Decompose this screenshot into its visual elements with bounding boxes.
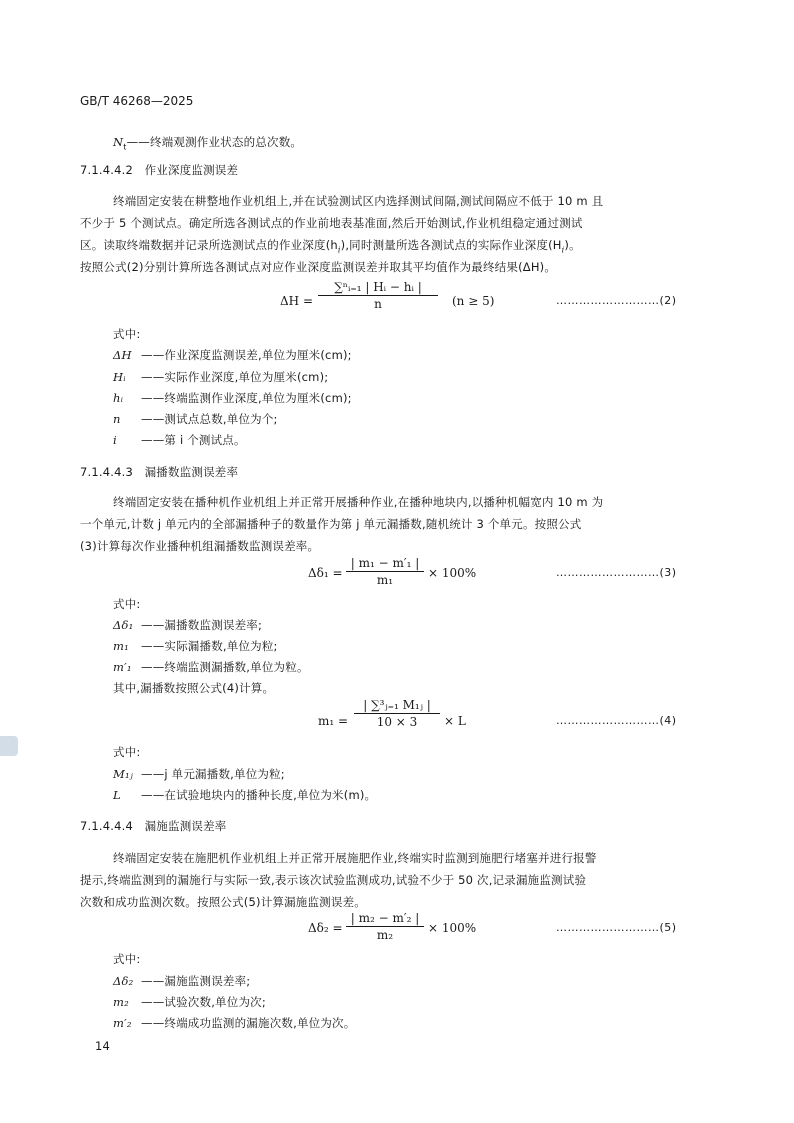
formula-4-lhs: m₁ = bbox=[318, 714, 349, 728]
where-label: 式中: bbox=[113, 597, 141, 611]
formula-3-lhs: Δδ₁ = bbox=[308, 566, 343, 580]
formula-3-number: ………………………(3) bbox=[556, 566, 677, 579]
standard-header: GB/T 46268—2025 bbox=[80, 94, 194, 108]
paragraph-line: 终端固定安装在耕整地作业机组上,并在试验测试区内选择测试间隔,测试间隔应不低于 10 m 且 bbox=[113, 194, 604, 208]
formula-5-number: ………………………(5) bbox=[556, 921, 677, 934]
definition-row: m₂ ——试验次数,单位为次; bbox=[113, 995, 266, 1009]
definition-row: m′₂ ——终端成功监测的漏施次数,单位为次。 bbox=[113, 1016, 356, 1030]
definition-row: hᵢ ——终端监测作业深度,单位为厘米(cm); bbox=[113, 391, 352, 405]
formula-2-condition: (n ≥ 5) bbox=[452, 294, 495, 308]
formula-2-lhs: ΔH = bbox=[280, 294, 313, 308]
formula-4-denominator: 10 × 3 bbox=[376, 715, 418, 729]
formula-5-numerator: | m₂ − m′₂ | bbox=[346, 911, 424, 927]
formula-5-fraction bbox=[346, 911, 424, 942]
where-label: 式中: bbox=[113, 745, 141, 759]
intro-text: ——终端观测作业状态的总次数。 bbox=[126, 135, 303, 149]
definition-row: m₁ ——实际漏播数,单位为粒; bbox=[113, 639, 278, 653]
paragraph-text: 区。读取终端数据并记录所选测试点的作业深度(h bbox=[80, 238, 338, 252]
heading-number: 7.1.4.4.2 bbox=[80, 163, 134, 177]
definition-row: m′₁ ——终端监测漏播数,单位为粒。 bbox=[113, 660, 309, 674]
formula-3-denominator: m₁ bbox=[376, 573, 394, 587]
formula-3-numerator: | m₁ − m′₁ | bbox=[346, 556, 424, 572]
formula-2-number: ………………………(2) bbox=[556, 294, 677, 307]
section-heading-7-1-4-4-3 bbox=[80, 464, 238, 480]
paragraph-line: 不少于 5 个测试点。确定所选各测试点的作业前地表基准面,然后开始测试,作业机组稳定通过测试 bbox=[80, 216, 583, 230]
sub-note: 其中,漏播数按照公式(4)计算。 bbox=[113, 681, 275, 695]
definition-row: Δδ₂ ——漏施监测误差率; bbox=[113, 974, 251, 988]
definition-row: Δδ₁ ——漏播数监测误差率; bbox=[113, 618, 263, 632]
intro-symbol-sub: t bbox=[123, 142, 127, 152]
definition-row: L ——在试验地块内的播种长度,单位为米(m)。 bbox=[113, 788, 377, 802]
heading-title: 作业深度监测误差 bbox=[144, 163, 239, 177]
formula-3-fraction bbox=[346, 556, 424, 587]
paragraph-line: 终端固定安装在施肥机作业机组上并正常开展施肥作业,终端实时监测到施肥行堵塞并进行报警 bbox=[113, 851, 597, 865]
formula-4-number: ………………………(4) bbox=[556, 714, 677, 727]
heading-title: 漏播数监测误差率 bbox=[144, 465, 239, 479]
section-heading-7-1-4-4-4 bbox=[80, 818, 227, 834]
definition-row: Hᵢ ——实际作业深度,单位为厘米(cm); bbox=[113, 370, 329, 384]
formula-2-fraction bbox=[318, 280, 438, 311]
section-heading-7-1-4-4-2 bbox=[80, 162, 238, 178]
paragraph-line: 一个单元,计数 j 单元内的全部漏播种子的数量作为第 j 单元漏播数,随机统计 3 个单元。按照公式 bbox=[80, 517, 582, 531]
page-number: 14 bbox=[95, 1039, 111, 1053]
intro-symbol: N bbox=[113, 135, 124, 149]
formula-5-tail: × 100% bbox=[428, 921, 477, 935]
formula-5-denominator: m₂ bbox=[376, 928, 394, 942]
formula-4-fraction bbox=[354, 698, 440, 729]
paragraph-line: (3)计算每次作业播种机组漏播数监测误差率。 bbox=[80, 539, 320, 553]
heading-number: 7.1.4.4.4 bbox=[80, 819, 134, 833]
paragraph-text: )。 bbox=[564, 238, 581, 252]
definition-row: n ——测试点总数,单位为个; bbox=[113, 412, 278, 426]
heading-number: 7.1.4.4.3 bbox=[80, 465, 134, 479]
definition-row: M₁ⱼ ——j 单元漏播数,单位为粒; bbox=[113, 767, 285, 781]
definition-row: i ——第 i 个测试点。 bbox=[113, 433, 246, 447]
heading-title: 漏施监测误差率 bbox=[144, 819, 227, 833]
formula-2-denominator: n bbox=[374, 297, 382, 311]
definition-row: ΔH ——作业深度监测误差,单位为厘米(cm); bbox=[113, 348, 352, 362]
paragraph-line: 按照公式(2)分别计算所选各测试点对应作业深度监测误差并取其平均值作为最终结果(ΔH)。 bbox=[80, 260, 557, 274]
formula-2-numerator: ∑ⁿᵢ₌₁ | Hᵢ − hᵢ | bbox=[318, 280, 438, 296]
formula-4-tail: × L bbox=[444, 714, 466, 728]
formula-4-numerator: | ∑³ⱼ₌₁ M₁ⱼ | bbox=[354, 698, 440, 714]
paragraph-text: ),同时测量所选各测试点的实际作业深度(H bbox=[340, 238, 562, 252]
where-label: 式中: bbox=[113, 327, 141, 341]
paragraph-line: 终端固定安装在播种机作业机组上并正常开展播种作业,在播种地块内,以播种机幅宽内 10 m 为 bbox=[113, 495, 604, 509]
side-tab-icon bbox=[0, 736, 18, 756]
formula-5-lhs: Δδ₂ = bbox=[308, 921, 343, 935]
paragraph-line: 区。读取终端数据并记录所选测试点的作业深度$(h_i)$,同时测量所选各测试点的实际作业深度$(H_i)$。 bbox=[80, 238, 581, 255]
intro-definition bbox=[113, 134, 302, 151]
paragraph-line: 次数和成功监测次数。按照公式(5)计算漏施监测误差。 bbox=[80, 895, 366, 909]
paragraph-line: 提示,终端监测到的漏施行与实际一致,表示该次试验监测成功,试验不少于 50 次,记录漏施监测试验 bbox=[80, 873, 587, 887]
where-label: 式中: bbox=[113, 952, 141, 966]
formula-3-tail: × 100% bbox=[428, 566, 477, 580]
